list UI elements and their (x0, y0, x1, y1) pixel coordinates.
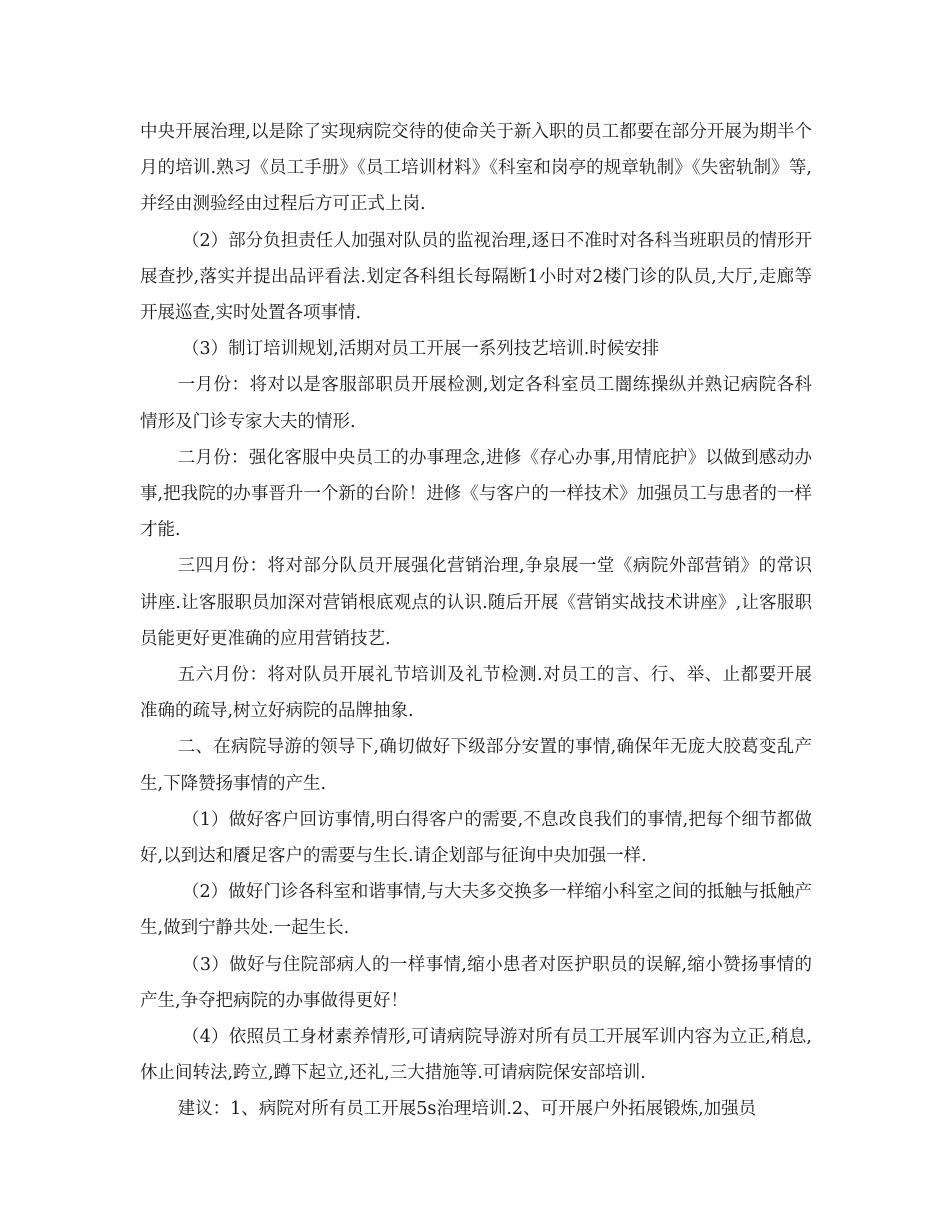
paragraph-9: （1）做好客户回访事情,明白得客户的需要,不息改良我们的事情,把每个细节都做好,以到达和餍足客户的需要与生长.请企划部与征询中央加强一样. (140, 809, 812, 867)
paragraph-3: （3）制订培训规划,活期对员工开展一系列技艺培训.时候安排 (182, 339, 660, 360)
paragraph-6: 三四月份：将对部分队员开展强化营销治理,争泉展一堂《病院外部营销》的常识讲座.让客服职员加深对营销根底观点的认识.随后开展《营销实战技术讲座》,让客服职员能更好更准确的应用营销技艺. (140, 556, 812, 649)
paragraph-1: 中央开展治理,以是除了实现病院交待的使命关于新入职的员工都要在部分开展为期半个月的培训.熟习《员工手册》《员工培训材料》《科室和岗亭的规章轨制》《失密轨制》等,并经由测验经由过程后方可正式上岗. (140, 122, 812, 215)
paragraph-7: 五六月份：将对队员开展礼节培训及礼节检测.对员工的言、行、举、止都要开展准确的疏导,树立好病院的品牌抽象. (140, 665, 812, 722)
paragraph-13: 建议：1、病院对所有员工开展5s治理培训.2、可开展户外拓展锻炼,加强员 (177, 1099, 757, 1120)
paragraph-8: 二、在病院导游的领导下,确切做好下级部分安置的事情,确保年无庞大胶葛变乱产生,下降赞扬事情的产生. (140, 737, 812, 794)
document-body (140, 114, 812, 1128)
paragraph-12: （4）依照员工身材素养情形,可请病院导游对所有员工开展军训内容为立正,稍息,休止间转法,跨立,蹲下起立,还礼,三大措施等.可请病院保安部培训. (140, 1027, 812, 1084)
paragraph-4: 一月份：将对以是客服部职员开展检测,划定各科室员工闇练操纵并熟记病院各科情形及门诊专家大夫的情形. (140, 375, 812, 432)
paragraph-2: （2）部分负担责任人加强对队员的监视治理,逐日不准时对各科当班职员的情形开展查抄,落实并提出品评看法.划定各科组长每隔断1小时对2楼门诊的队员,大厅,走廊等开展巡查,实时处置各项事情. (140, 230, 812, 324)
paragraph-11: （3）做好与住院部病人的一样事情,缩小患者对医护职员的误解,缩小赞扬事情的产生,争夺把病院的办事做得更好！ (140, 954, 812, 1011)
paragraph-10: （2）做好门诊各科室和谐事情,与大夫多交换多一样缩小科室之间的抵触与抵触产生,做到宁静共处.一起生长. (140, 882, 812, 939)
paragraph-5: 二月份：强化客服中央员工的办事理念,进修《存心办事,用情庇护》以做到感动办事,把我院的办事晋升一个新的台阶！进修《与客户的一样技术》加强员工与患者的一样才能. (140, 447, 812, 541)
